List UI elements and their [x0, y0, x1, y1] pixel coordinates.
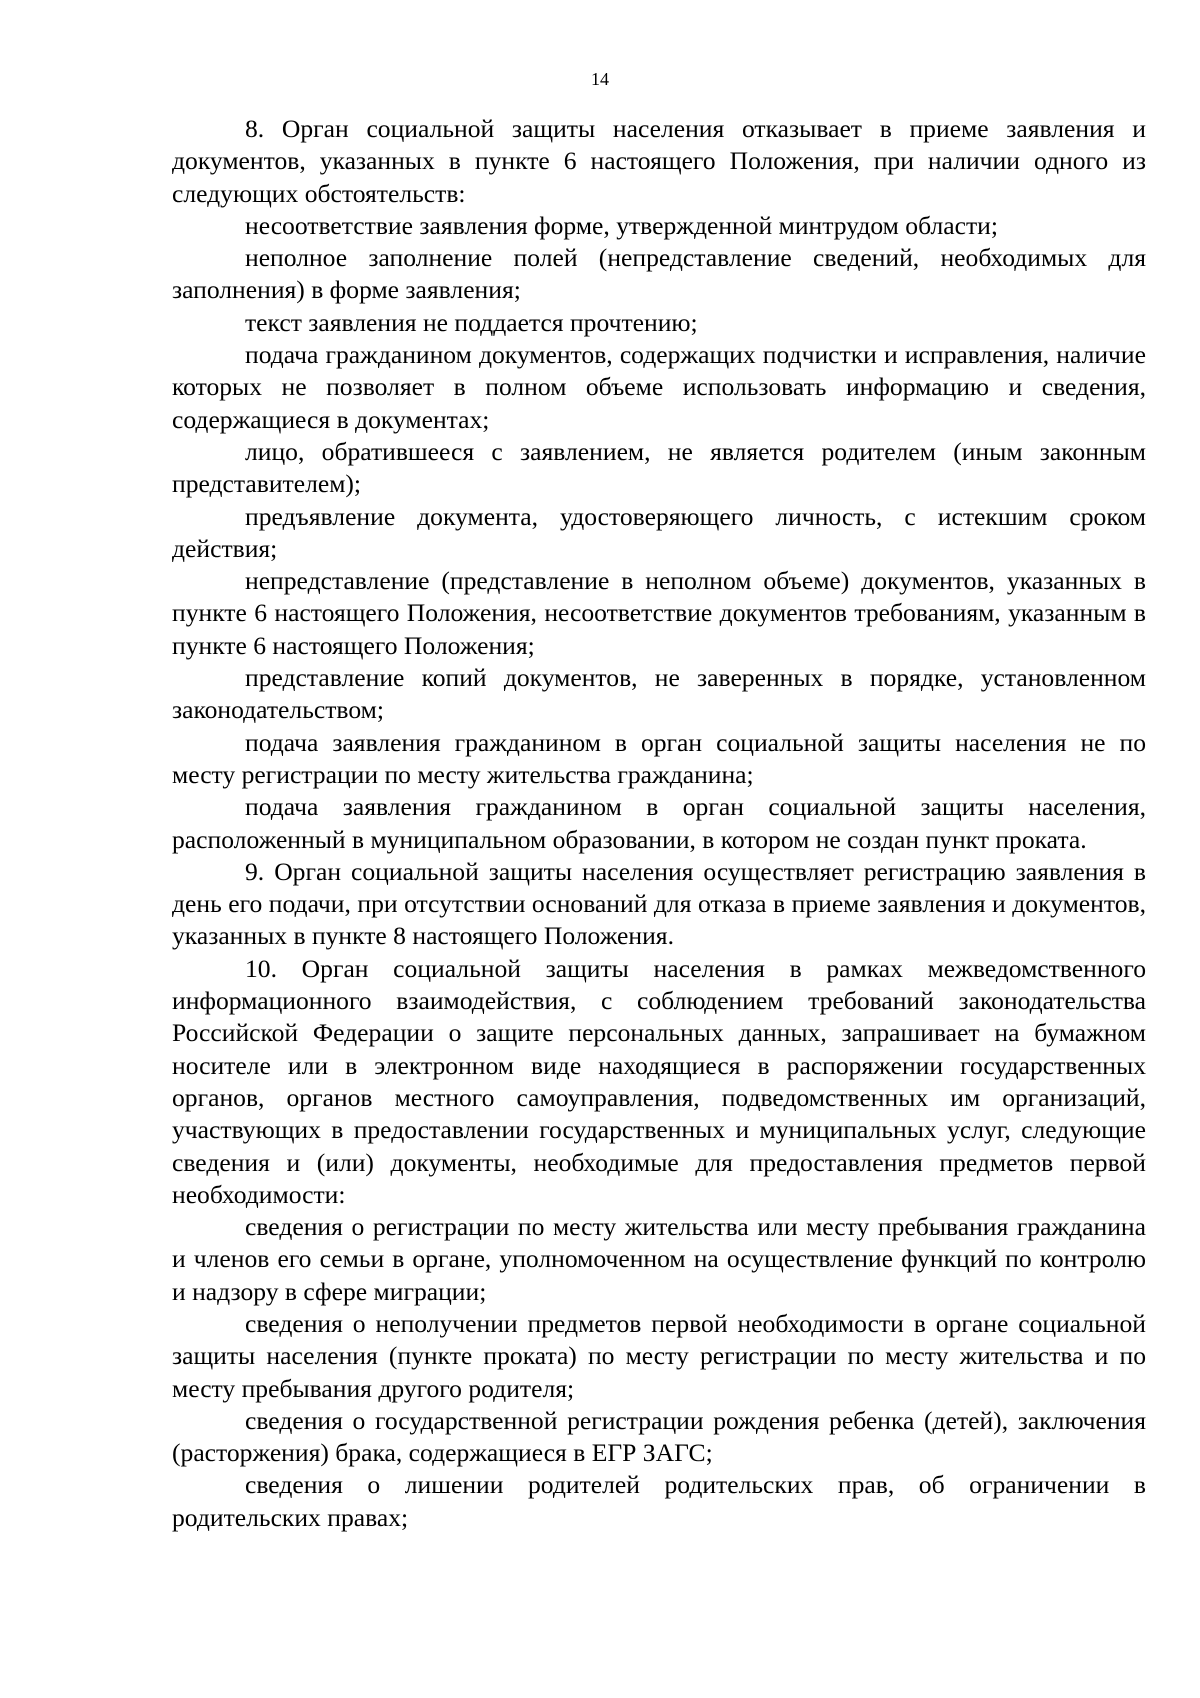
- list-item-non-receipt: сведения о неполучении предметов первой необходимости в органе социальной защиты населения (пункте проката) по месту регистрации по месту жительства и по месту пребывания другого родителя;: [172, 1308, 1146, 1403]
- list-item-no-rental-point: подача заявления гражданином в орган социальной защиты населения, расположенный в муниципальном образовании, в котором не создан пункт проката.: [172, 792, 1146, 854]
- document-body: [172, 113, 1146, 1534]
- paragraph-9: 9. Орган социальной защиты населения осуществляет регистрацию заявления в день его подачи, при отсутствии оснований для отказа в приеме заявления и документов, указанных в пункте 8 настоящего Положения.: [172, 856, 1146, 951]
- page-number: 14: [591, 69, 609, 89]
- list-item-missing-documents: непредставление (представление в неполном объеме) документов, указанных в пункте 6 настоящего Положения, несоответствие документов требованиям, указанным в пункте 6 настоящего Положения;: [172, 566, 1146, 660]
- list-item-incomplete-fields: неполное заполнение полей (непредставление сведений, необходимых для заполнения) в форме заявления;: [172, 243, 1146, 305]
- list-item-uncertified-copies: представление копий документов, не заверенных в порядке, установленном законодательством;: [172, 663, 1146, 725]
- list-item-civil-registration: сведения о государственной регистрации рождения ребенка (детей), заключения (расторжения) брака, содержащиеся в ЕГР ЗАГС;: [172, 1405, 1146, 1468]
- list-item-unreadable-text: текст заявления не поддается прочтению;: [245, 307, 698, 337]
- list-item-corrected-documents: подача гражданином документов, содержащих подчистки и исправления, наличие которых не позволяет в полном объеме использовать информацию и сведения, содержащиеся в документах;: [172, 340, 1146, 434]
- list-item-parental-rights: сведения о лишении родителей родительских прав, об ограничении в родительских правах;: [172, 1470, 1146, 1532]
- list-item-expired-id: предъявление документа, удостоверяющего личность, с истекшим сроком действия;: [172, 501, 1146, 563]
- list-item-wrong-registration-place: подача заявления гражданином в орган социальной защиты населения не по месту регистрации по месту жительства гражданина;: [172, 727, 1146, 789]
- list-item-not-parent: лицо, обратившееся с заявлением, не является родителем (иным законным представителем);: [172, 436, 1146, 499]
- paragraph-8: 8. Орган социальной защиты населения отказывает в приеме заявления и документов, указанных в пункте 6 настоящего Положения, при наличии одного из следующих обстоятельств:: [172, 114, 1146, 208]
- list-item-form-mismatch: несоответствие заявления форме, утвержденной минтрудом области;: [245, 210, 998, 240]
- paragraph-10: 10. Орган социальной защиты населения в рамках межведомственного информационного взаимодействия, с соблюдением требований законодательства Российской Федерации о защите персональных данных, запрашивает на бумажном носителе или в электронном виде находящиеся в распоряжении государственных органов, органов местного самоуправления, подведомственных им организаций, участвующих в предоставлении государственных и муниципальных услуг, следующие сведения и (или) документы, необходимые для предоставления предметов первой необходимости:: [172, 953, 1146, 1209]
- list-item-residence-registration: сведения о регистрации по месту жительства или месту пребывания гражданина и членов его семьи в органе, уполномоченном на осуществление функций по контролю и надзору в сфере миграции;: [172, 1212, 1146, 1306]
